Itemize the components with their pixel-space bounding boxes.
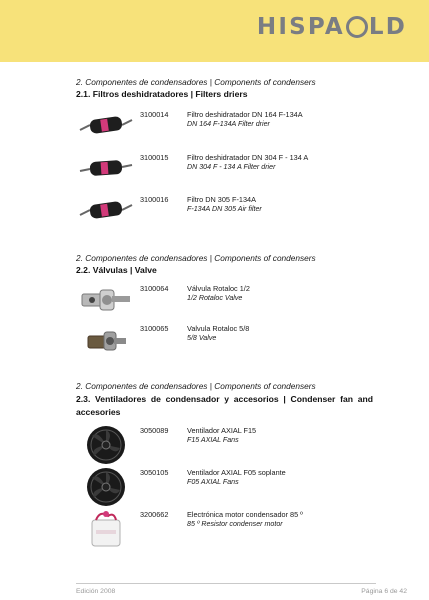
logo-text-right: LD xyxy=(368,14,407,40)
product-item xyxy=(76,322,376,362)
product-description-en: F-134A DN 305 Air filter xyxy=(187,205,262,213)
rotaloc-valve-icon xyxy=(76,322,136,362)
edition-label: Edición 2008 xyxy=(76,588,116,595)
section-title: 2.1. Filtros deshidratadores | Filters driers xyxy=(76,89,248,99)
section-title: 2.2. Válvulas | Valve xyxy=(76,265,157,275)
section-kicker: 2. Componentes de condensadores | Components of condensers xyxy=(76,381,316,391)
product-description-en: 85 º Resistor condenser motor xyxy=(187,520,283,528)
product-item xyxy=(76,151,376,191)
logo-ring-icon xyxy=(346,16,368,38)
filter-drier-icon xyxy=(76,151,136,191)
hispacold-logo xyxy=(257,12,407,42)
product-description: Filtro DN 305 F-134A xyxy=(187,195,256,204)
product-item xyxy=(76,108,376,148)
product-description-en: F15 AXIAL Fans xyxy=(187,436,239,444)
section-kicker: 2. Componentes de condensadores | Components of condensers xyxy=(76,77,316,87)
product-code: 3100014 xyxy=(140,110,169,119)
product-code: 3100016 xyxy=(140,195,169,204)
product-code: 3050105 xyxy=(140,468,169,477)
product-description: Ventilador AXIAL F15 xyxy=(187,426,257,435)
product-description: Filtro deshidratador DN 304 F - 134 A xyxy=(187,153,309,162)
rotaloc-valve-icon xyxy=(76,282,136,322)
product-code: 3100064 xyxy=(140,284,169,293)
product-description-en: DN 304 F - 134 A Filter drier xyxy=(187,163,276,171)
product-description-en: DN 164 F-134A Filter drier xyxy=(187,120,270,128)
product-description: Electrónica motor condensador 85 º xyxy=(187,510,303,519)
product-code: 3100065 xyxy=(140,324,169,333)
product-description-en: F05 AXIAL Fans xyxy=(187,478,239,486)
axial-fan-icon xyxy=(76,466,136,508)
product-description: Filtro deshidratador DN 164 F-134A xyxy=(187,110,303,119)
page-number: Página 6 de 42 xyxy=(361,588,407,595)
product-code: 3200662 xyxy=(140,510,169,519)
product-description-en: 1/2 Rotaloc Valve xyxy=(187,294,243,302)
footer-divider xyxy=(76,583,376,584)
electronic-module-icon xyxy=(76,508,136,552)
section-kicker: 2. Componentes de condensadores | Components of condensers xyxy=(76,253,316,263)
section-title: 2.3. Ventiladores de condensador y accesorios | Condenser fan and accesories xyxy=(76,394,373,417)
filter-drier-icon xyxy=(76,193,136,233)
product-item xyxy=(76,193,376,233)
product-item xyxy=(76,466,376,508)
product-item xyxy=(76,282,376,322)
product-item xyxy=(76,424,376,466)
product-code: 3100015 xyxy=(140,153,169,162)
filter-drier-icon xyxy=(76,108,136,148)
product-description: Valvula Rotaloc 5/8 xyxy=(187,324,250,333)
product-code: 3050089 xyxy=(140,426,169,435)
product-item xyxy=(76,508,376,552)
axial-fan-icon xyxy=(76,424,136,466)
product-description: Válvula Rotaloc 1/2 xyxy=(187,284,250,293)
logo-text-left: HISPA xyxy=(256,14,345,40)
product-description-en: 5/8 Valve xyxy=(187,334,217,342)
product-description: Ventilador AXIAL F05 soplante xyxy=(187,468,286,477)
